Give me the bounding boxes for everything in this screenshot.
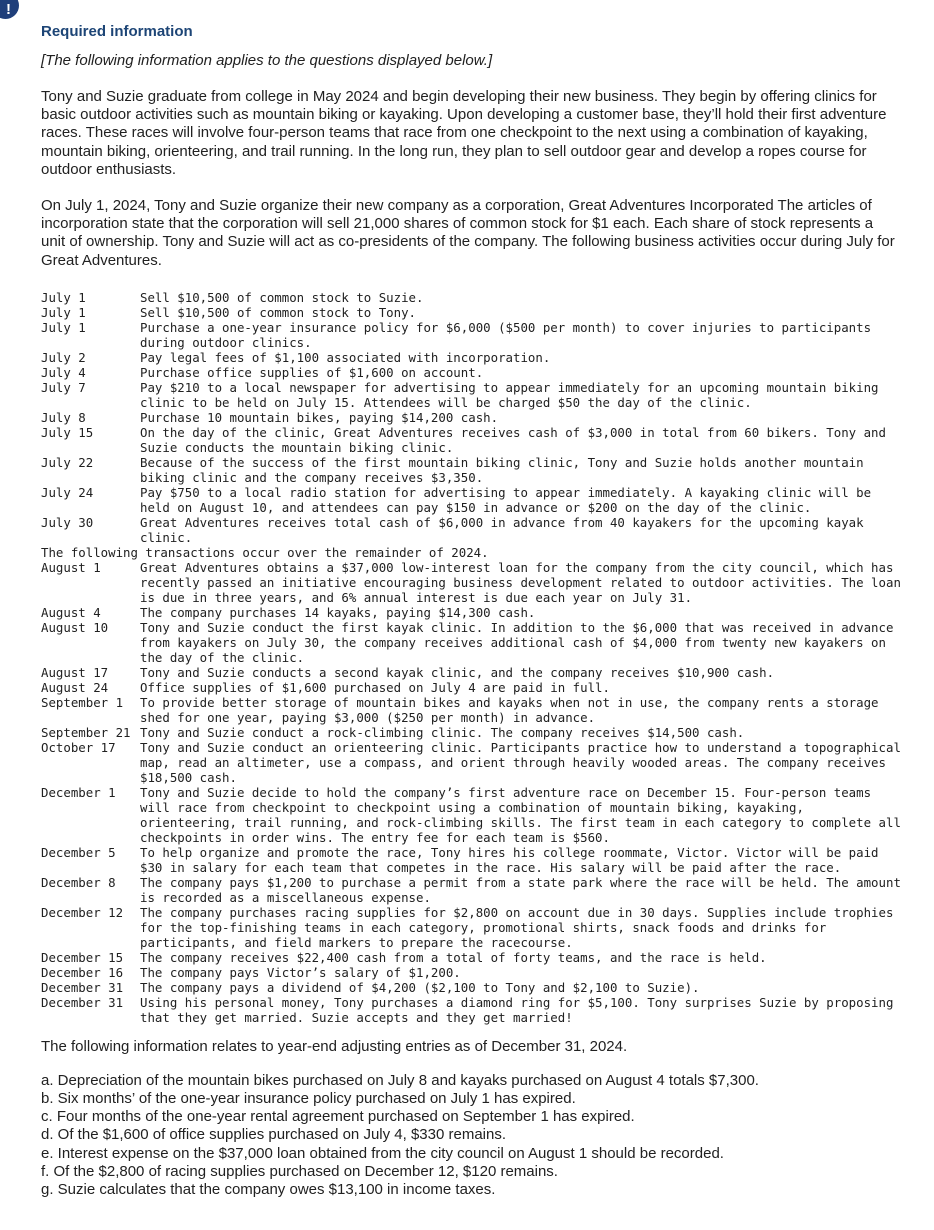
transaction-description: To provide better storage of mountain bikes and kayaks when not in use, the company rents a storage shed for one year, paying $3,000 ($250 per month) in advance. [140,694,879,725]
transaction-row [41,425,901,455]
transaction-description: Sell $10,500 of common stock to Suzie. [140,289,424,305]
transaction-description: Great Adventures receives total cash of $6,000 in advance from 40 kayakers for the upcoming kayak clinic. [140,514,864,545]
transaction-description: The company pays $1,200 to purchase a permit from a state park where the race will be held. The amount is recorded as a miscellaneous expense. [140,874,901,905]
transaction-date: July 1 [41,304,86,320]
transaction-description: Office supplies of $1,600 purchased on July 4 are paid in full. [140,679,610,695]
adjustment-item: a. Depreciation of the mountain bikes purchased on July 8 and kayaks purchased on August 4 totals $7,300. [41,1071,759,1089]
transaction-description: The company purchases racing supplies for $2,800 on account due in 30 days. Supplies include trophies for the top-finishing teams in each category, promotional shirts, snack foods and drinks for participants, and field markers to prepare the racecourse. [140,904,894,950]
transaction-row [41,620,901,665]
required-information-title: Required information [41,23,193,40]
transaction-date: December 15 [41,949,124,965]
transaction-row [41,455,901,485]
transaction-description: Great Adventures obtains a $37,000 low-interest loan for the company from the city council, which has recently passed an initiative encouraging business development related to outdoor activities. The loan is due in three years, and 6% annual interest is due each year on July 31. [140,559,901,605]
transaction-description: Tony and Suzie conduct a rock-climbing clinic. The company receives $14,500 cash. [140,724,745,740]
adjustment-item: f. Of the $2,800 of racing supplies purchased on December 12, $120 remains. [41,1162,558,1180]
transaction-date: December 31 [41,979,124,995]
transaction-date: December 1 [41,784,116,800]
transaction-row [41,725,901,740]
transaction-date: December 31 [41,994,124,1010]
intro-paragraph-1: Tony and Suzie graduate from college in May 2024 and begin developing their new business. They begin by offering clinics for basic outdoor activities such as mountain biking or kayaking. Upon developing a customer base, they’ll hold their first adventure races. These races will involve four-person teams that race from one checkpoint to the next using a combination of kayaking, mountain biking, orienteering, and trail running. In the long run, they plan to sell outdoor gear and develop a ropes course for outdoor enthusiasts. [41,88,887,178]
transaction-date: August 10 [41,619,109,635]
transaction-row [41,320,901,350]
later-transactions [41,560,901,1025]
transaction-row [41,665,901,680]
transaction-description: Purchase a one-year insurance policy for $6,000 ($500 per month) to cover injuries to participants during outdoor clinics. [140,319,872,350]
transaction-date: December 8 [41,874,116,890]
transaction-date: September 1 [41,694,124,710]
intro-paragraph-2: On July 1, 2024, Tony and Suzie organize their new company as a corporation, Great Adventures Incorporated The articles of incorporation state that the corporation will sell 21,000 shares of common stock for $1 each. Each share of stock represents a unit of ownership. Tony and Suzie will act as co-presidents of the company. The following business activities occur during July for Great Adventures. [41,197,895,269]
transaction-date: July 30 [41,514,94,530]
transaction-row [41,680,901,695]
transaction-date: August 1 [41,559,101,575]
transaction-row [41,695,901,725]
transaction-row [41,950,901,965]
adjustment-item: g. Suzie calculates that the company owes $13,100 in income taxes. [41,1181,496,1199]
transaction-row [41,845,901,875]
adjustment-item: e. Interest expense on the $37,000 loan obtained from the city council on August 1 should be recorded. [41,1144,724,1162]
alert-glyph: ! [6,1,11,18]
transaction-row [41,365,901,380]
adjustment-item: c. Four months of the one-year rental agreement purchased on September 1 has expired. [41,1108,635,1126]
transaction-row [41,485,901,515]
transaction-row [41,995,901,1025]
transaction-description: Tony and Suzie conduct the first kayak clinic. In addition to the $6,000 that was received in advance from kayakers on July 30, the company receives additional cash of $4,000 from twenty new kayakers on the day of the clinic. [140,619,894,665]
transaction-date: August 17 [41,664,109,680]
transaction-date: July 4 [41,364,86,380]
transaction-description: Tony and Suzie conduct an orienteering clinic. Participants practice how to understand a topographical map, read an altimeter, use a compass, and orient through heavily wooded areas. The company receives $18,500 cash. [140,739,901,785]
transaction-date: October 17 [41,739,116,755]
transaction-date: September 21 [41,724,131,740]
remainder-heading: The following transactions occur over the remainder of 2024. [41,544,489,560]
transaction-date: July 24 [41,484,94,500]
alert-icon [0,0,19,19]
transaction-description: On the day of the clinic, Great Adventures receives cash of $3,000 in total from 60 bikers. Tony and Suzie conducts the mountain biking clinic. [140,424,886,455]
transaction-date: July 8 [41,409,86,425]
transaction-row [41,515,901,545]
transaction-date: December 12 [41,904,124,920]
transaction-list [41,290,901,1025]
transaction-description: Tony and Suzie decide to hold the company’s first adventure race on December 15. Four-person teams will race from checkpoint to checkpoint using a combination of mountain biking, kayaking, orienteering, trail running, and rock-climbing skills. The first team in each category to complete all checkpoints in order wins. The entry fee for each team is $560. [140,784,901,845]
transaction-row [41,785,901,845]
transaction-date: July 15 [41,424,94,440]
transaction-description: The company receives $22,400 cash from a total of forty teams, and the race is held. [140,949,767,965]
transaction-description: The company pays a dividend of $4,200 ($2,100 to Tony and $2,100 to Suzie). [140,979,700,995]
transaction-description: Pay $210 to a local newspaper for advertising to appear immediately for an upcoming mountain biking clinic to be held on July 15. Attendees will be charged $50 the day of the clinic. [140,379,879,410]
transaction-description: Because of the success of the first mountain biking clinic, Tony and Suzie holds another mountain biking clinic and the company receives $3,350. [140,454,864,485]
transaction-date: July 7 [41,379,86,395]
transaction-description: Purchase office supplies of $1,600 on account. [140,364,484,380]
transaction-description: Purchase 10 mountain bikes, paying $14,200 cash. [140,409,499,425]
transaction-description: Pay $750 to a local radio station for advertising to appear immediately. A kayaking clinic will be held on August 10, and attendees can pay $150 in advance or $200 on the day of the clinic. [140,484,872,515]
transaction-description: Using his personal money, Tony purchases a diamond ring for $5,100. Tony surprises Suzie by proposing that they get married. Suzie accepts and they get married! [140,994,894,1025]
transaction-row [41,875,901,905]
applies-note: [The following information applies to the questions displayed below.] [41,52,493,69]
transaction-row [41,380,901,410]
transaction-row [41,560,901,605]
transaction-description: The company purchases 14 kayaks, paying $14,300 cash. [140,604,536,620]
transaction-row [41,290,901,305]
transaction-description: To help organize and promote the race, Tony hires his college roommate, Victor. Victor will be paid $30 in salary for each team that competes in the race. His salary will be paid after the race. [140,844,879,875]
transaction-date: December 5 [41,844,116,860]
transaction-row [41,965,901,980]
adjustments-list [41,1072,901,1199]
adjustment-item: b. Six months’ of the one-year insurance policy purchased on July 1 has expired. [41,1090,576,1108]
july-transactions [41,290,901,545]
adjustments-intro: The following information relates to year-end adjusting entries as of December 31, 2024. [41,1037,628,1055]
transaction-row [41,740,901,785]
transaction-description: The company pays Victor’s salary of $1,200. [140,964,461,980]
required-information-panel [41,22,901,1199]
transaction-row [41,605,901,620]
transaction-date: July 1 [41,289,86,305]
transaction-date: December 16 [41,964,124,980]
transaction-description: Sell $10,500 of common stock to Tony. [140,304,417,320]
transaction-date: August 4 [41,604,101,620]
transaction-description: Pay legal fees of $1,100 associated with incorporation. [140,349,551,365]
transaction-row [41,980,901,995]
transaction-date: August 24 [41,679,109,695]
adjustment-item: d. Of the $1,600 of office supplies purchased on July 4, $330 remains. [41,1126,507,1144]
transaction-date: July 2 [41,349,86,365]
transaction-row [41,350,901,365]
transaction-description: Tony and Suzie conducts a second kayak clinic, and the company receives $10,900 cash. [140,664,775,680]
transaction-date: July 22 [41,454,94,470]
transaction-date: July 1 [41,319,86,335]
transaction-row [41,905,901,950]
transaction-row [41,410,901,425]
transaction-row [41,305,901,320]
